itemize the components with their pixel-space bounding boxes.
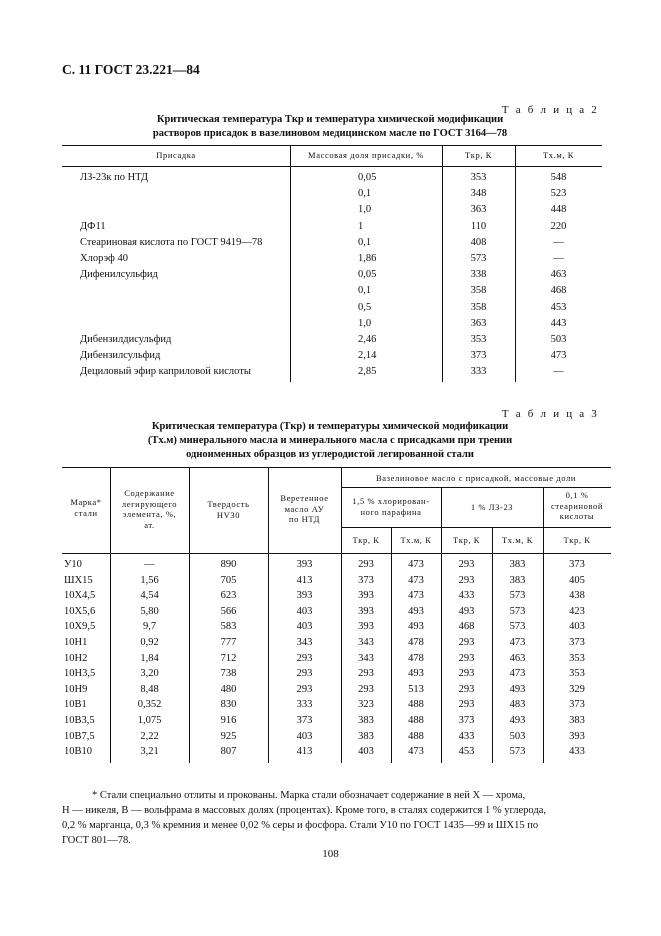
footnote-line: * Стали специально отлиты и прокованы. Марка стали обозначает содержание в ней Х — хрома, [92, 790, 526, 801]
table3-cell: 473 [408, 746, 424, 758]
table3-cell: 383 [358, 715, 374, 726]
table3-cell: 473 [509, 637, 526, 648]
table3-cell: 478 [408, 652, 424, 664]
table2-cell: 1,0 [358, 317, 372, 329]
table2-header-tkr: Tкр, К [464, 150, 493, 160]
table3-cell: 403 [296, 730, 313, 742]
table3-cell: 403 [296, 605, 313, 617]
table3-cell: 323 [358, 699, 374, 711]
table3-cell: 2,22 [140, 730, 159, 742]
table2-cell: — [553, 236, 564, 248]
table3-cell: 293 [458, 652, 475, 664]
table2-cell: 353 [470, 334, 487, 345]
table2-cell: 348 [470, 188, 487, 200]
table3-cell: 373 [458, 715, 475, 726]
footnote [62, 788, 607, 848]
table3-top-rule [62, 467, 611, 468]
table3-header-tkr: Tкр, К [563, 535, 591, 545]
table3-cell: 473 [408, 590, 424, 602]
table3-cell: 583 [220, 621, 237, 633]
table2-cell: 573 [470, 253, 487, 264]
table3-header-sub1-line: 1,5 % хлорирован- [352, 496, 430, 506]
table3-cell: 8,48 [140, 683, 159, 695]
table3-cell: 433 [458, 590, 475, 602]
table3-cell: 488 [408, 730, 424, 742]
table3-cell: 343 [358, 652, 374, 664]
table3-header-vaseline-oil: Вазелиновое масло с присадкой, массовые доли [376, 473, 576, 483]
table3-cell: 383 [509, 559, 526, 570]
table3-cell: 353 [569, 668, 585, 680]
page-number: 108 [322, 848, 339, 860]
table3-cell: 293 [458, 637, 475, 648]
table2-cell: 2,46 [358, 334, 377, 345]
table3-cell: 393 [358, 590, 374, 602]
table3-header-content-line: легирующего [121, 498, 178, 509]
table3-header-chlorinated-paraffin [341, 496, 441, 517]
table3-cell: 343 [296, 637, 313, 648]
table3-cell: У10 [64, 559, 82, 570]
table3-header-txm: Tх.м, К [501, 535, 534, 545]
table2-cell: 0,1 [358, 285, 372, 297]
table3-header-hardness-line: Твердость [207, 499, 250, 509]
table3-header-hardness [189, 499, 268, 520]
table2-cell: 338 [470, 269, 487, 281]
table3-cell: 293 [458, 668, 475, 680]
page-header: С. 11 ГОСТ 23.221—84 [62, 62, 200, 77]
table3-cell: 403 [296, 621, 313, 633]
table3-cell: 293 [296, 652, 313, 664]
table3-cell: 373 [569, 637, 585, 648]
table2-cell: 523 [550, 188, 567, 200]
table3-cell: 493 [408, 605, 424, 617]
table3-cell: 9,7 [142, 621, 157, 633]
table3-header-steel-line: Марка* [70, 497, 102, 507]
table3-cell: 573 [509, 621, 526, 633]
footnote-line: 0,2 % марганца, 0,3 % кремния и менее 0,02 % серы и фосфора. Стали У10 по ГОСТ 1435—99 и ШХ15 по [62, 820, 539, 831]
table2-cell: 358 [470, 285, 487, 297]
table3-cell: 777 [220, 637, 237, 648]
table3-cell: 413 [296, 746, 313, 758]
table3-header-tkr: Tкр, К [352, 535, 380, 545]
table3-group-rule [341, 487, 611, 488]
table3-title-line-1: Критическая температура (Tкр) и температуры химической модификации [151, 421, 509, 432]
table2-cell: 358 [470, 301, 487, 313]
table3-cell: 890 [220, 559, 237, 570]
table2-title-line-1: Критическая температура Tкр и температура химической модификации [156, 114, 504, 125]
table3-cell: 4,54 [140, 590, 159, 602]
table3-cell: 10В10 [64, 746, 93, 758]
table3-cell: 566 [220, 605, 237, 617]
table3-cell: 293 [458, 683, 475, 695]
table3-cell: 10Н2 [64, 652, 88, 664]
table3-cell: 393 [296, 590, 313, 602]
table2-cell: 110 [470, 220, 487, 232]
table2-cell: Дифенилсульфид [80, 269, 158, 281]
table3-header-steel [62, 497, 110, 518]
table3-cell: 10В1 [64, 699, 87, 711]
table3-cell: 493 [458, 605, 475, 617]
table3-header-spindle-oil [268, 493, 341, 525]
table2-header-mass-fraction: Массовая доля присадки, % [308, 150, 424, 160]
table3-cell: 293 [296, 683, 313, 695]
table3-cell: 393 [358, 605, 374, 617]
table2-cell: Дибензилдисульфид [80, 334, 172, 345]
table3-cell: — [144, 559, 155, 570]
table3-title [80, 420, 580, 462]
table3-cell: 10Н9 [64, 683, 88, 695]
table2-cell: 463 [550, 269, 567, 281]
table3-cell: 10Н3,5 [64, 668, 96, 680]
table3-cell: 5,80 [140, 605, 159, 617]
table3-header-spindle-line: масло АУ [284, 503, 325, 514]
table3-cell: 403 [569, 621, 585, 633]
table2-cell: 1 [358, 220, 364, 232]
table2-cell: 0,5 [358, 301, 372, 313]
table3-cell: 1,56 [140, 574, 159, 586]
table3-cell: 483 [509, 699, 526, 711]
table3-cell: 353 [569, 652, 585, 664]
table3-cell: 343 [358, 637, 374, 648]
table3-header-content-line: ат. [144, 519, 155, 530]
table3-cell: 293 [358, 683, 374, 695]
table3-cell: 513 [408, 683, 424, 695]
table2-cell: — [553, 366, 564, 378]
table3-cell: 10Н1 [64, 637, 88, 648]
table3-cell: 333 [296, 699, 313, 711]
table3-cell: 478 [408, 637, 424, 648]
table3-cell: 453 [458, 746, 475, 758]
table3-cell: 916 [220, 715, 237, 726]
footnote-line: Н — никеля, В — вольфрама в массовых долях (процентах). Кроме того, в сталях содержится 1 % углерода, [62, 805, 546, 816]
table3-cell: 293 [458, 574, 475, 586]
table3-cell: 493 [408, 621, 424, 633]
table3-cell: 383 [358, 730, 374, 742]
table2-cell: Дибензилсульфид [80, 350, 161, 362]
table2-header-txm: Tх.м, К [542, 150, 575, 160]
table2-cell: 448 [550, 204, 567, 216]
table3-cell: 3,21 [140, 746, 159, 758]
table3-cell: 623 [220, 590, 237, 602]
table3-cell: 293 [458, 699, 475, 711]
table3-cell: 393 [569, 730, 585, 742]
footnote-line: ГОСТ 801—78. [62, 835, 131, 846]
table2-cell: ЛЗ-23к по НТД [80, 172, 149, 183]
table3-header-sub1-line: ного парафина [360, 506, 422, 517]
table3-cell: 433 [569, 746, 585, 758]
table3-cell: 473 [509, 668, 526, 680]
table3-cell: 473 [408, 574, 424, 586]
table3-cell: 3,20 [140, 668, 159, 680]
table3-header-tkr: Tкр, К [452, 535, 481, 545]
table3-cell: 403 [358, 746, 374, 758]
table3-cell: 1,075 [137, 715, 162, 726]
table3-cell: 383 [509, 574, 526, 586]
table3-cell: 480 [220, 683, 237, 695]
table3-cell: 10Х5,6 [64, 605, 96, 617]
table2-cell: Дециловый эфир каприловой кислоты [80, 366, 251, 378]
table2-cell: 0,1 [358, 188, 372, 200]
table3-cell: 493 [509, 715, 526, 726]
table2-cell: 473 [550, 350, 567, 362]
table2-cell: 1,86 [358, 253, 377, 264]
table3-cell: 373 [569, 559, 585, 570]
table2-cell: 220 [550, 220, 567, 232]
table2-top-rule [62, 145, 602, 146]
table3-cell: 383 [569, 715, 585, 726]
table3-header-content-line: элемента, %, [122, 509, 177, 519]
table3-cell: 10Х4,5 [64, 590, 96, 602]
table3-cell: 493 [509, 683, 526, 695]
table3-cell: 433 [458, 730, 475, 742]
table2-cell: Стеариновая кислота по ГОСТ 9419—78 [80, 236, 263, 248]
table2-cell: 363 [470, 204, 487, 216]
table3-cell: 573 [509, 590, 526, 602]
table3-cell: 830 [220, 699, 237, 711]
table3-header-spindle-line: Веретенное [280, 493, 329, 503]
table2-cell: 363 [470, 317, 487, 329]
table3-cell: 463 [509, 652, 526, 664]
table3-header-txm: Tх.м, К [400, 535, 432, 545]
table2-cell: 373 [470, 350, 487, 362]
table2-cell: ДФ11 [80, 220, 106, 232]
table3-cell: 393 [296, 559, 313, 570]
table3-cell: 413 [296, 574, 313, 586]
table3-header-steel-line: стали [74, 507, 98, 518]
table3-cell: 405 [569, 574, 585, 586]
table3-cell: 573 [509, 746, 526, 758]
table3-cell: 0,352 [137, 699, 162, 711]
table3-header-spindle-line: по НТД [288, 514, 321, 524]
table2-cell: 2,14 [358, 350, 377, 362]
table3-title-line-2: (Tх.м) минерального масла и минерального масла с присадками при трении [147, 435, 513, 446]
table2-cell: 0,1 [358, 236, 372, 248]
table2-header-additive: Присадка [156, 150, 196, 160]
table3-header-content [110, 488, 189, 530]
table3-cell: 438 [569, 590, 585, 602]
table2-cell: 1,0 [358, 204, 372, 216]
table2-cell: 548 [550, 172, 567, 183]
table3-cell: 293 [358, 559, 374, 570]
table2-cell: 0,05 [358, 269, 377, 281]
table2-cell: — [553, 253, 564, 264]
table3-cell: 10В3,5 [64, 715, 95, 726]
table3-cell: 1,84 [140, 652, 159, 664]
table3-cell: ШХ15 [64, 574, 93, 586]
table3-header-rule [62, 553, 611, 554]
table3-header-sub3-line: кислоты [559, 511, 595, 521]
table2-cell: 2,85 [358, 366, 377, 378]
table3-cell: 329 [569, 683, 585, 695]
table2-title-line-2: растворов присадок в вазелиновом медицинском масле по ГОСТ 3164—78 [152, 128, 508, 139]
table3-cell: 488 [408, 699, 424, 711]
table3-cell: 373 [358, 574, 374, 586]
table2-cell: Хлорэф 40 [80, 253, 128, 264]
table3-header-lz23: 1 % ЛЗ-23 [470, 502, 514, 512]
table3-cell: 705 [220, 574, 237, 586]
table2-header-rule [62, 166, 602, 167]
table3-header-sub3-line: стеариновой [550, 500, 604, 511]
table3-title-line-3: одноименных образцов из углеродистой легированной стали [186, 449, 474, 460]
table3-cell: 473 [408, 559, 424, 570]
table3-header-content-line: Содержание [124, 488, 175, 498]
table3-header-stearic-acid [543, 490, 611, 522]
table2-cell: 453 [550, 301, 567, 313]
table2-cell: 0,05 [358, 172, 377, 183]
table2-col-divider [290, 145, 291, 382]
table3-cell: 0,92 [140, 637, 159, 648]
table3-cell: 712 [220, 652, 237, 664]
table3-cell: 373 [296, 715, 313, 726]
table2-label: Т а б л и ц а 2 [501, 104, 599, 116]
table2-cell: 443 [550, 317, 567, 329]
table2-cell: 468 [550, 285, 567, 297]
table3-cell: 373 [569, 699, 585, 711]
table3-cell: 423 [569, 605, 585, 617]
table2-cell: 353 [470, 172, 487, 183]
table2-title [80, 113, 580, 141]
table3-header-sub3-line: 0,1 % [565, 490, 589, 500]
table3-cell: 468 [458, 621, 475, 633]
table2-cell: 503 [550, 334, 567, 345]
table3-cell: 925 [220, 730, 237, 742]
table3-subgroup-rule [341, 527, 611, 528]
table3-cell: 738 [220, 668, 237, 680]
table3-cell: 10В7,5 [64, 730, 95, 742]
table2-cell: 408 [470, 236, 487, 248]
table3-cell: 293 [358, 668, 374, 680]
table3-cell: 293 [296, 668, 313, 680]
table3-cell: 807 [220, 746, 237, 758]
table3-cell: 10Х9,5 [64, 621, 96, 633]
table3-cell: 393 [358, 621, 374, 633]
table3-cell: 488 [408, 715, 424, 726]
table2-cell: 333 [470, 366, 487, 378]
table3-header-hardness-line: HV30 [216, 509, 241, 520]
table3-cell: 503 [509, 730, 526, 742]
table3-cell: 293 [458, 559, 475, 570]
table3-cell: 493 [408, 668, 424, 680]
table3-label: Т а б л и ц а 3 [501, 408, 599, 420]
table3-cell: 573 [509, 605, 526, 617]
